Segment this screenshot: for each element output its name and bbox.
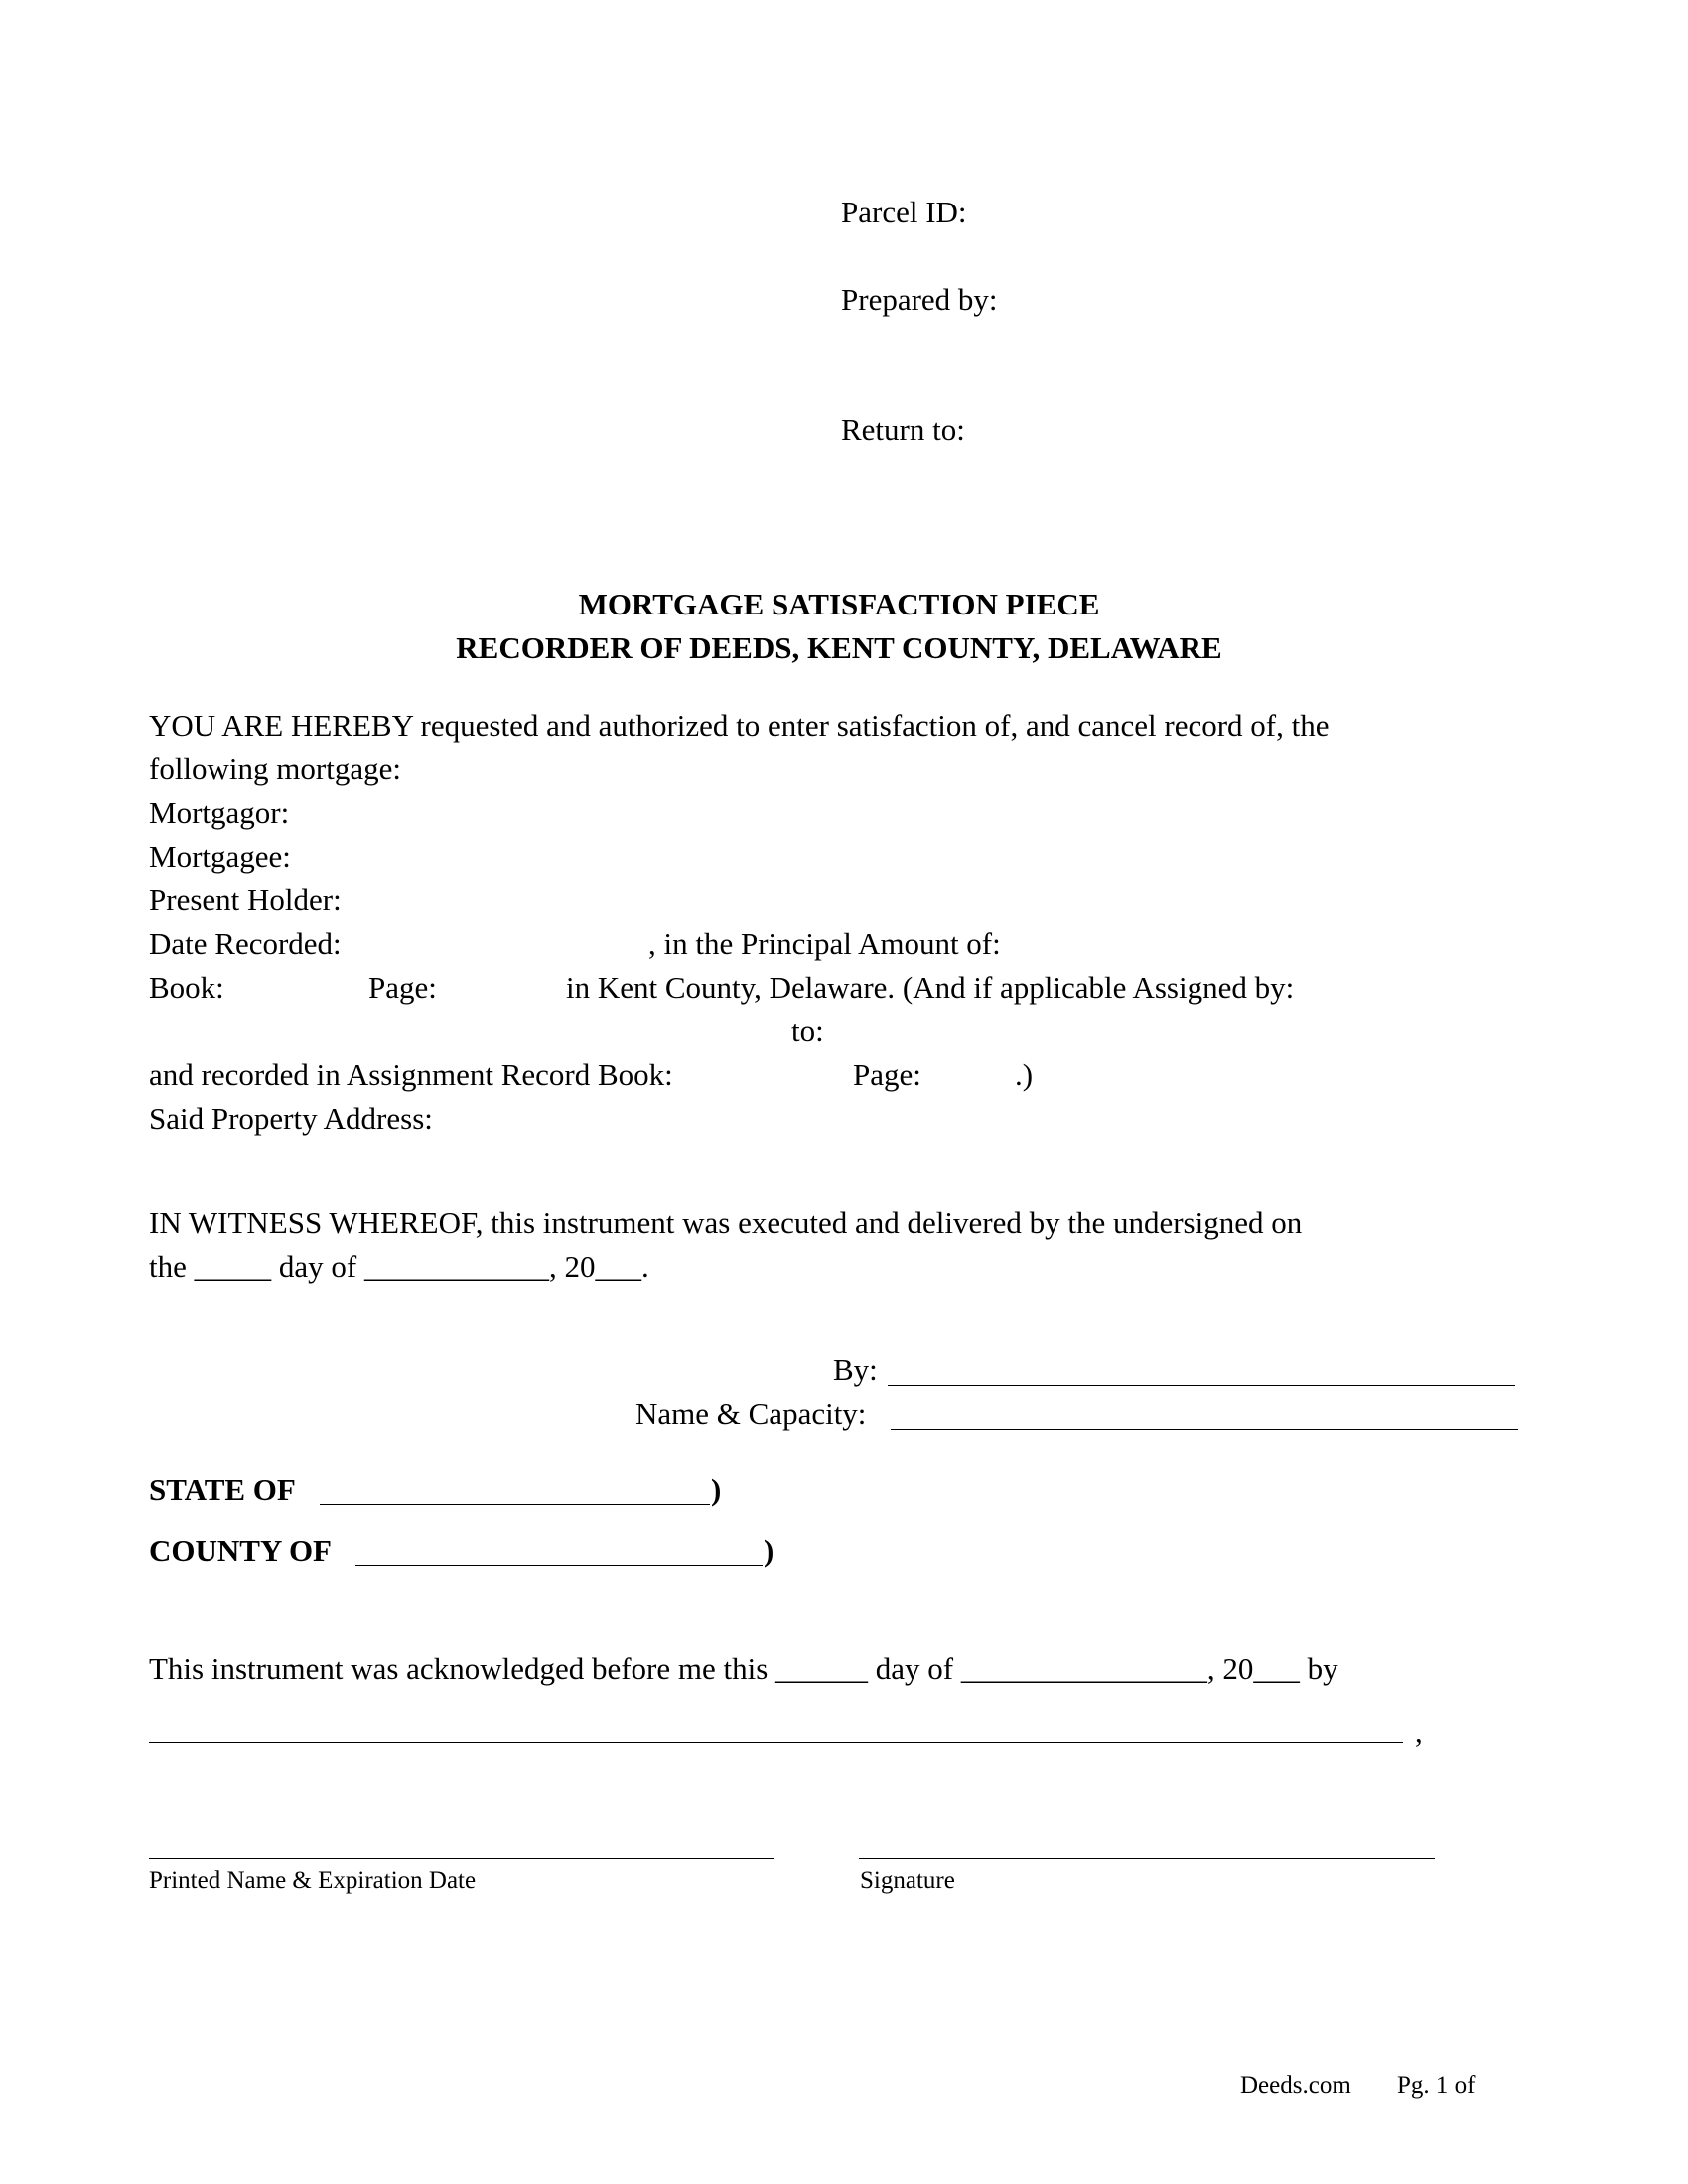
county-of-line[interactable] — [355, 1565, 763, 1566]
footer-site-name: Deeds.com — [1240, 2072, 1351, 2099]
property-address-label: Said Property Address: — [149, 1101, 433, 1136]
by-signature-line[interactable] — [888, 1385, 1515, 1386]
acknowledged-by-comma: , — [1415, 1714, 1423, 1749]
kent-county-text: in Kent County, Delaware. (And if applicable Assigned by: — [566, 970, 1295, 1005]
document-subtitle: RECORDER OF DEEDS, KENT COUNTY, DELAWARE — [456, 630, 1222, 665]
notary-signature-line[interactable] — [859, 1858, 1435, 1859]
mortgagor-label: Mortgagor: — [149, 795, 290, 830]
name-capacity-line[interactable] — [891, 1429, 1518, 1430]
state-of-paren: ) — [711, 1472, 722, 1507]
county-of-label: COUNTY OF — [149, 1533, 332, 1568]
assignment-record-book-label: and recorded in Assignment Record Book: — [149, 1057, 673, 1092]
assignment-close-text: .) — [1015, 1057, 1034, 1092]
county-of-paren: ) — [764, 1533, 774, 1568]
mortgagee-label: Mortgagee: — [149, 839, 291, 874]
acknowledgment-text: This instrument was acknowledged before me this ______ day of ________________, 20___ by — [149, 1651, 1338, 1686]
page-label: Page: — [368, 970, 437, 1005]
state-of-label: STATE OF — [149, 1472, 296, 1507]
name-capacity-label: Name & Capacity: — [635, 1396, 867, 1431]
prepared-by-label: Prepared by: — [841, 282, 998, 317]
document-title: MORTGAGE SATISFACTION PIECE — [578, 587, 1100, 621]
printed-name-line[interactable] — [149, 1858, 774, 1859]
present-holder-label: Present Holder: — [149, 883, 342, 917]
acknowledged-by-line[interactable] — [149, 1742, 1403, 1743]
intro-text-line1: YOU ARE HEREBY requested and authorized to enter satisfaction of, and cancel record of, the — [149, 708, 1330, 743]
intro-text-line2: following mortgage: — [149, 751, 401, 786]
footer-page-number: Pg. 1 of — [1397, 2072, 1476, 2099]
witness-text-line2: the _____ day of ____________, 20___. — [149, 1249, 649, 1284]
state-of-line[interactable] — [320, 1504, 710, 1505]
witness-text-line1: IN WITNESS WHEREOF, this instrument was executed and delivered by the undersigned on — [149, 1205, 1303, 1240]
by-label: By: — [833, 1352, 878, 1387]
book-label: Book: — [149, 970, 224, 1005]
assigned-to-label: to: — [791, 1014, 824, 1048]
notary-signature-label: Signature — [860, 1867, 955, 1894]
principal-amount-label: , in the Principal Amount of: — [648, 926, 1001, 961]
return-to-label: Return to: — [841, 412, 965, 447]
assignment-page-label: Page: — [853, 1057, 921, 1092]
parcel-id-label: Parcel ID: — [841, 195, 967, 229]
date-recorded-label: Date Recorded: — [149, 926, 342, 961]
printed-name-label: Printed Name & Expiration Date — [149, 1867, 477, 1894]
